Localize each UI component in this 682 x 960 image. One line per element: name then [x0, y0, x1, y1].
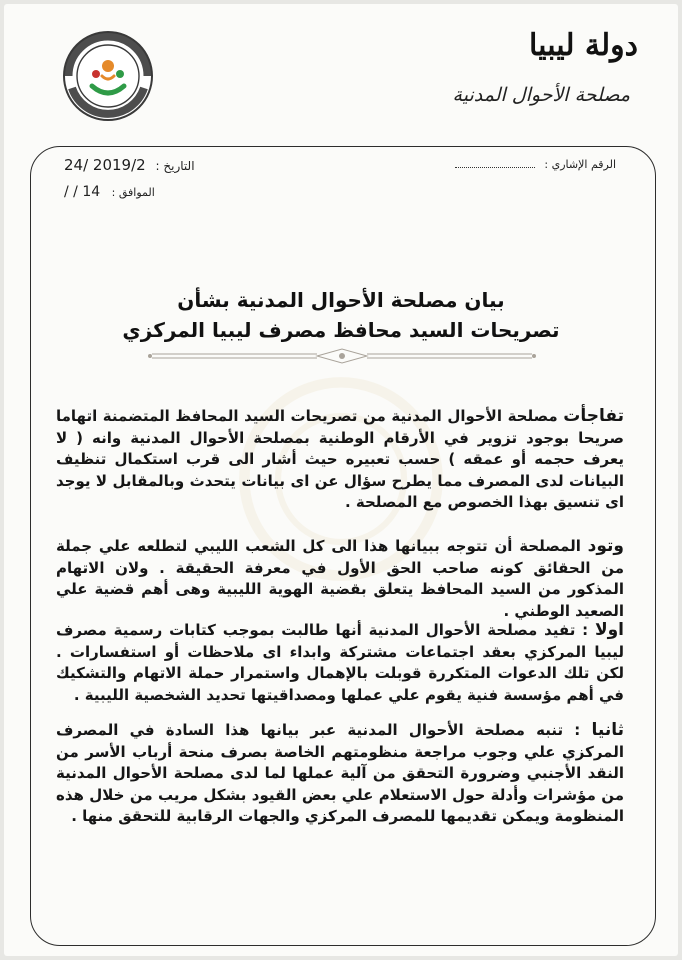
paragraph-second-text: : تنبه مصلحة الأحوال المدنية عبر بيانها هذا السادة في المصرف المركزي علي وجوب مراجعة منظومتهم الخاصة بصرف منحة أرباب الأسر من النقد الأجنبي وضرورة التحقق من آلية عملها لما لدى مصلحة الأحوال المدنية من مؤشرات وأدلة حول الاستعلام علي بعض القيود بشكل مريب من خلال هذه المنظومة ويمكن تقديمها للمصرف المركزي والجهات الرقابية للتحقق منها . — [56, 721, 624, 826]
date-label: التاريخ : — [155, 159, 195, 173]
paragraph-intro-text: مصلحة الأحوال المدنية من تصريحات السيد المحافظ المتضمنة اتهاما صريحا بوجود تزوير في الأرقام الوطنية بمصلحة الأحوال المدنية وانه ( لا يعرف حجمه أو عمقه ) حسب تعبيره حيث أشار الى قرب استكمال تنظيف البيانات لدى المصرف مما يطرح سؤال عن اى بيانات يتحدث وبالمقابل لا يوجد اى تنسيق بهذا الخصوص مع المصلحة . — [56, 407, 624, 512]
paragraph-intro-lead: تفاجأت — [563, 406, 624, 426]
statement-subtitle: تصريحات السيد محافظ مصرف ليبيا المركزي — [122, 318, 560, 342]
reference-label: الرقم الإشاري : — [544, 158, 616, 171]
paragraph-address-lead: وتود — [587, 536, 624, 556]
date-value: 2019/2 /24 — [64, 156, 146, 174]
statement-title: بيان مصلحة الأحوال المدنية بشأن — [177, 288, 505, 312]
paragraph-address — [56, 536, 624, 622]
hijri-date-value: 14 / / — [64, 184, 101, 200]
paragraph-address-text: المصلحة أن تتوجه ببيانها هذا الى كل الشعب الليبي لتطلعه علي جملة من الحقائق كونه صاحب الحق الأول في معرفة الحقيقة . ولان الاتهام المذكور من السيد المحافظ يتعلق بقضية الهوية الليبية وهى أهم قضية علي الصعيد الوطني . — [56, 537, 624, 620]
authority-name: مصلحة الأحوال المدنية — [452, 84, 630, 106]
paragraph-first-text: : تفيد مصلحة الأحوال المدنية أنها طالبت بموجب كتابات رسمية مصرف ليبيا المركزي بعقد اجتماعات مشتركة وابداء اى ملاحظات أو استفسارات . لكن تلك الدعوات المتكررة قوبلت بالإهمال واستمرار حملة الاتهام والتشكيك في أهم مؤسسة فنية يقوم علي عملها ومصداقيتها تحديد الشخصية الليبية . — [56, 621, 624, 704]
title-ornament — [142, 346, 542, 366]
paragraph-first-lead: اولا — [594, 620, 624, 640]
paragraph-intro — [56, 406, 624, 514]
paragraph-second-lead: ثانيا — [591, 720, 624, 740]
paragraph-first — [56, 620, 624, 706]
state-name: دولة ليبيا — [529, 28, 638, 63]
paragraph-second — [56, 720, 624, 828]
letter-page — [4, 4, 678, 956]
civil-registry-logo — [62, 30, 154, 122]
hijri-date-label: الموافق : — [111, 186, 155, 199]
